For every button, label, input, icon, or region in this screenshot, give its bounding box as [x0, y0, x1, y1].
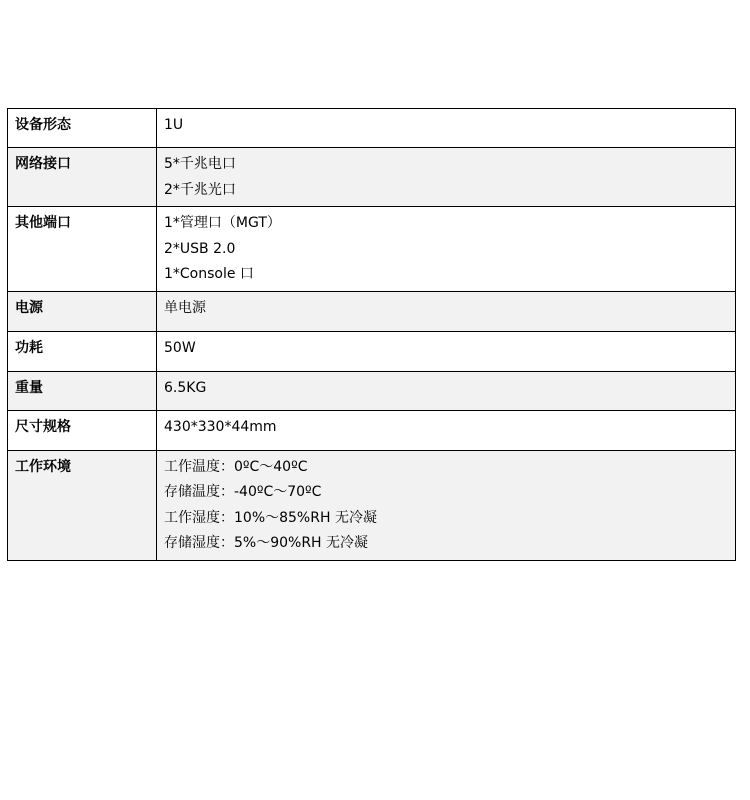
spec-table: [7, 108, 736, 561]
spec-label: 重量: [8, 371, 157, 410]
spec-value-line: 工作温度：0ºC～40ºC: [164, 458, 308, 475]
spec-row-network-ports: [8, 148, 736, 207]
spec-row-power-consumption: [8, 331, 736, 371]
spec-row-form-factor: [8, 109, 736, 148]
spec-value-line: 1U: [164, 117, 184, 133]
spec-value-line: 50W: [164, 339, 196, 356]
spec-row-other-ports: [8, 207, 736, 292]
spec-label: 电源: [8, 291, 157, 331]
spec-value: [157, 331, 736, 371]
spec-value: [157, 109, 736, 148]
spec-value-line: 6.5KG: [164, 379, 207, 396]
spec-value: [157, 291, 736, 331]
spec-value-line: 430*330*44mm: [164, 418, 277, 435]
spec-value: [157, 450, 736, 560]
spec-label: 尺寸规格: [8, 410, 157, 450]
spec-label: 其他端口: [8, 207, 157, 292]
spec-value-line: 存储温度：-40ºC～70ºC: [164, 484, 322, 500]
spec-value-line: 5*千兆电口: [164, 156, 236, 172]
spec-row-weight: [8, 371, 736, 410]
spec-label: 设备形态: [8, 109, 157, 148]
spec-label: 功耗: [8, 331, 157, 371]
spec-value: [157, 371, 736, 410]
spec-label: 网络接口: [8, 148, 157, 207]
spec-row-environment: [8, 450, 736, 560]
spec-row-power-supply: [8, 291, 736, 331]
spec-value-line: 工作湿度：10%～85%RH 无冷凝: [164, 509, 377, 526]
spec-row-dimensions: [8, 410, 736, 450]
spec-value-line: 2*USB 2.0: [164, 240, 236, 257]
spec-value: [157, 207, 736, 292]
spec-value-line: 1*Console 口: [164, 266, 254, 282]
spec-value: [157, 410, 736, 450]
spec-value-line: 1*管理口（MGT）: [164, 215, 281, 231]
spec-value: [157, 148, 736, 207]
spec-value-line: 单电源: [164, 299, 206, 316]
spec-value-line: 存储湿度：5%～90%RH 无冷凝: [164, 535, 369, 551]
spec-label: 工作环境: [8, 450, 157, 560]
spec-value-line: 2*千兆光口: [164, 181, 236, 198]
